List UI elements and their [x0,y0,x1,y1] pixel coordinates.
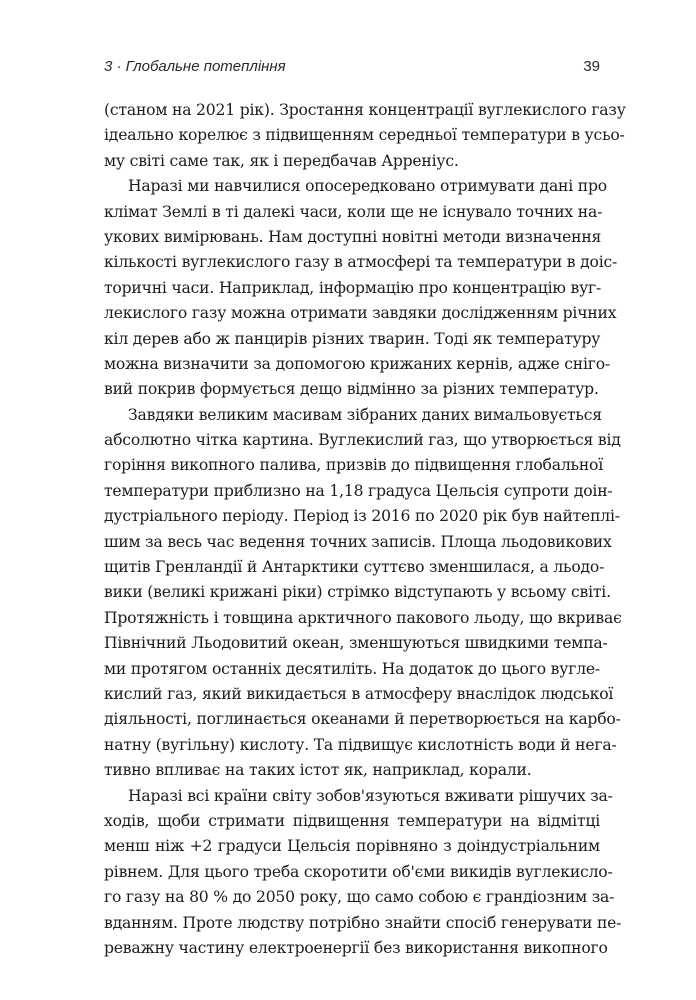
text-line: щитів Гренландії й Антарктики суттєво зменшилася, а льодо- [104,558,605,577]
text-line: горіння викопного палива, призвів до підвищення глобальної [104,456,603,475]
text-line: менш ніж +2 градуси Цельсія порівняно з доіндустріальним [104,837,600,856]
text-line: кіл дерев або ж панцирів різних тварин. Тоді як температуру [104,329,601,348]
text-line: Наразі ми навчилися опосередковано отримувати дані про [128,177,607,196]
paragraph-2 [104,174,618,403]
text-line: вданням. Проте людству потрібно знайти спосіб генерувати пе- [104,913,622,932]
text-line: кількості вуглекислого газу в атмосфері та температури в доіс- [104,253,618,272]
text-line: торичні часи. Наприклад, інформацію про концентрацію вуг- [104,278,602,297]
text-line: Північний Льодовитий океан, зменшуються швидкими темпа- [104,634,608,653]
text-line: реважну частину електроенергії без використання викопного [104,938,608,957]
text-line: діяльності, поглинається океанами й перетворюється на карбо- [104,710,621,729]
text-line: Протяжність і товщина арктичного пакового льоду, що вкриває [104,608,622,627]
text-line: ідеально корелює з підвищенням середньої температури в усьо- [104,126,625,145]
paragraph-4 [104,784,622,962]
text-line: дустріального періоду. Період із 2016 по 2020 рік був найтеплі- [104,507,620,526]
running-header [104,58,600,84]
text-line: укових вимірювань. Нам доступні новітні методи визначення [104,227,602,246]
text-line: натну (вугільну) кислоту. Та підвищує кислотність води й нега- [104,735,617,754]
text-line: температури приблизно на 1,18 градуса Цельсія супроти доін- [104,481,613,500]
text-line: лекислого газу можна отримати завдяки дослідженням річних [104,304,617,323]
chapter-title: 3 · Глобальне потепління [104,58,286,75]
text-line: вий покрив формується дещо відмінно за різних температур. [104,380,599,399]
paragraph-3 [104,403,622,784]
text-line: (станом на 2021 рік). Зростання концентрації вуглекислого газу [104,101,626,119]
text-line: му світі саме так, як і передбачав Арреніус. [104,151,459,170]
text-line: вики (великі крижані ріки) стрімко відступають у всьому світі. [104,583,611,602]
text-line: Наразі всі країни світу зобов'язуються вживати рішучих за- [128,786,613,805]
page-number: 39 [583,58,600,75]
paragraph-1 [104,98,626,174]
text-line: тивно впливає на таких істот як, наприклад, корали. [104,761,532,780]
text-line: рівнем. Для цього треба скоротити об'єми викидів вуглекисло- [104,862,613,881]
body-text [104,98,626,961]
text-line: кислий газ, який викидається в атмосферу внаслідок людської [104,684,614,703]
text-line: шим за весь час ведення точних записів. Площа льодовикових [104,532,612,551]
text-line: ми протягом останніх десятиліть. На додаток до цього вугле- [104,659,600,678]
text-line: ходів, щоби стримати підвищення температури на відмітці [104,811,600,830]
text-line: го газу на 80 % до 2050 року, що само собою є грандіозним за- [104,888,615,907]
text-line: Завдяки великим масивам зібраних даних вимальовується [128,405,602,424]
text-line: абсолютно чітка картина. Вуглекислий газ, що утворюється від [104,431,621,450]
text-line: клімат Землі в ті далекі часи, коли ще не існувало точних на- [104,202,603,221]
text-line: можна визначити за допомогою крижаних кернів, адже сніго- [104,354,610,373]
